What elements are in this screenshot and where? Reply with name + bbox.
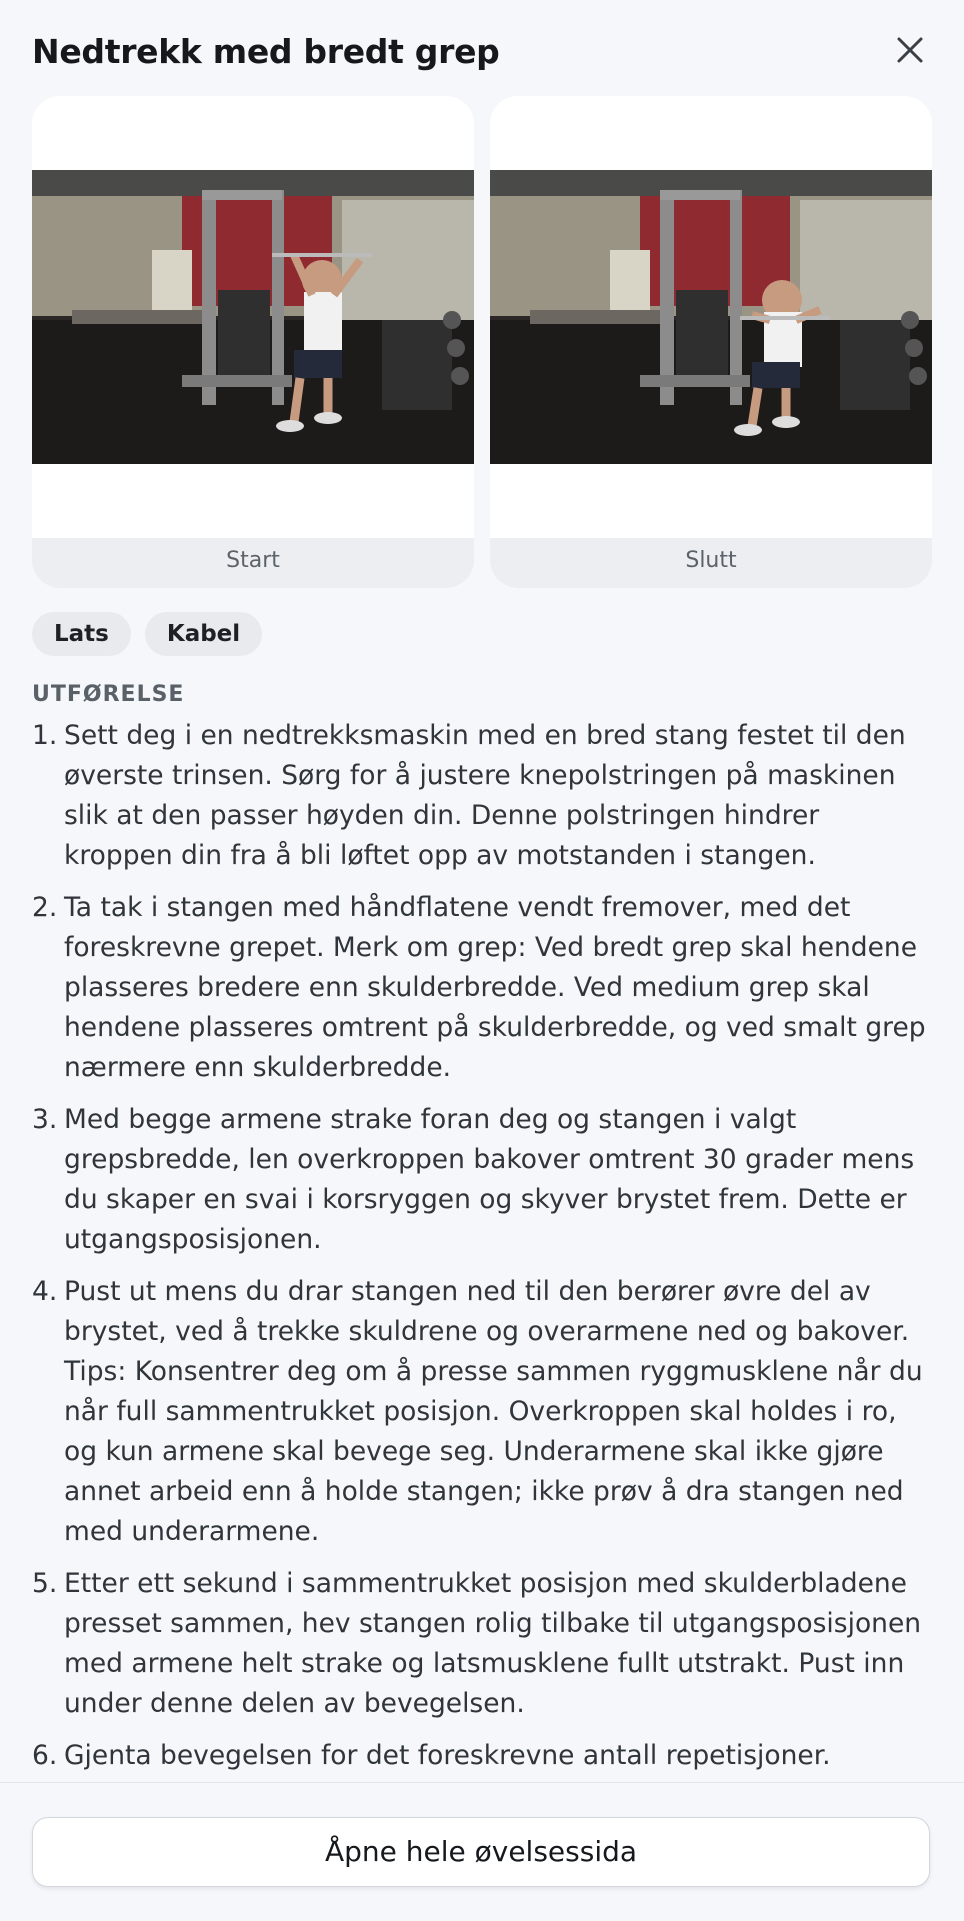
instruction-step (32, 1736, 936, 1776)
step-number: 3. (32, 1104, 58, 1135)
start-image-card[interactable] (32, 96, 474, 588)
close-icon (895, 35, 925, 65)
start-caption: Start (32, 538, 474, 588)
step-number: 6. (32, 1740, 58, 1771)
sheet-header (32, 28, 932, 76)
instruction-step (32, 716, 936, 876)
tag-list (32, 612, 262, 656)
step-number: 1. (32, 720, 58, 751)
step-text: Med begge armene strake foran deg og stangen i valgt grepsbredde, len overkroppen bakover omtrent 30 grader mens du skaper en svai i korsryggen og skyver brystet frem. Dette er utgangsposisjonen. (64, 1104, 915, 1255)
tag-muscle: Lats (32, 612, 131, 656)
step-number: 2. (32, 892, 58, 923)
instructions-label: UTFØRELSE (32, 682, 185, 707)
instruction-step (32, 1564, 936, 1724)
step-text: Pust ut mens du drar stangen ned til den berører øvre del av brystet, ved å trekke skuldrene og overarmene ned og bakover. Tips: Konsentrer deg om å presse sammen ryggmusklene når du når full sammentrukket posisjon. Overkroppen skal holdes i ro, og kun armene skal bevege seg. Underarmene skal ikke gjøre annet arbeid enn å holde stangen; ikke prøv å dra stangen ned med underarmene. (64, 1276, 923, 1547)
sheet-footer (0, 1782, 964, 1921)
open-full-exercise-button[interactable]: Åpne hele øvelsessida (32, 1817, 930, 1887)
instructions-list (32, 716, 936, 1782)
step-number: 4. (32, 1276, 58, 1307)
end-caption: Slutt (490, 538, 932, 588)
tag-equipment: Kabel (145, 612, 262, 656)
step-text: Etter ett sekund i sammentrukket posisjon med skulderbladene presset sammen, hev stangen rolig tilbake til utgangsposisjonen med armene helt strake og latsmusklene fullt utstrakt. Pust inn under denne delen av bevegelsen. (64, 1568, 922, 1719)
exercise-title: Nedtrekk med bredt grep (32, 32, 500, 71)
step-text: Sett deg i en nedtrekksmaskin med en bred stang festet til den øverste trinsen. Sørg for å justere knepolstringen på maskinen slik at den passer høyden din. Denne polstringen hindrer kroppen din fra å bli løftet opp av motstanden i stangen. (64, 720, 906, 871)
step-text: Ta tak i stangen med håndflatene vendt fremover, med det foreskrevne grepet. Merk om grep: Ved bredt grep skal hendene plasseres bredere enn skulderbredde. Ved medium grep skal hendene plasseres omtrent på skulderbredde, og ved smalt grep nærmere enn skulderbredde. (64, 892, 926, 1083)
instruction-step (32, 888, 936, 1088)
end-image-card[interactable] (490, 96, 932, 588)
exercise-images (32, 96, 932, 588)
close-button[interactable] (888, 28, 932, 72)
start-photo (32, 170, 474, 464)
end-photo (490, 170, 932, 464)
instruction-step (32, 1272, 936, 1552)
step-text: Gjenta bevegelsen for det foreskrevne antall repetisjoner. (64, 1740, 831, 1771)
instruction-step (32, 1100, 936, 1260)
step-number: 5. (32, 1568, 58, 1599)
